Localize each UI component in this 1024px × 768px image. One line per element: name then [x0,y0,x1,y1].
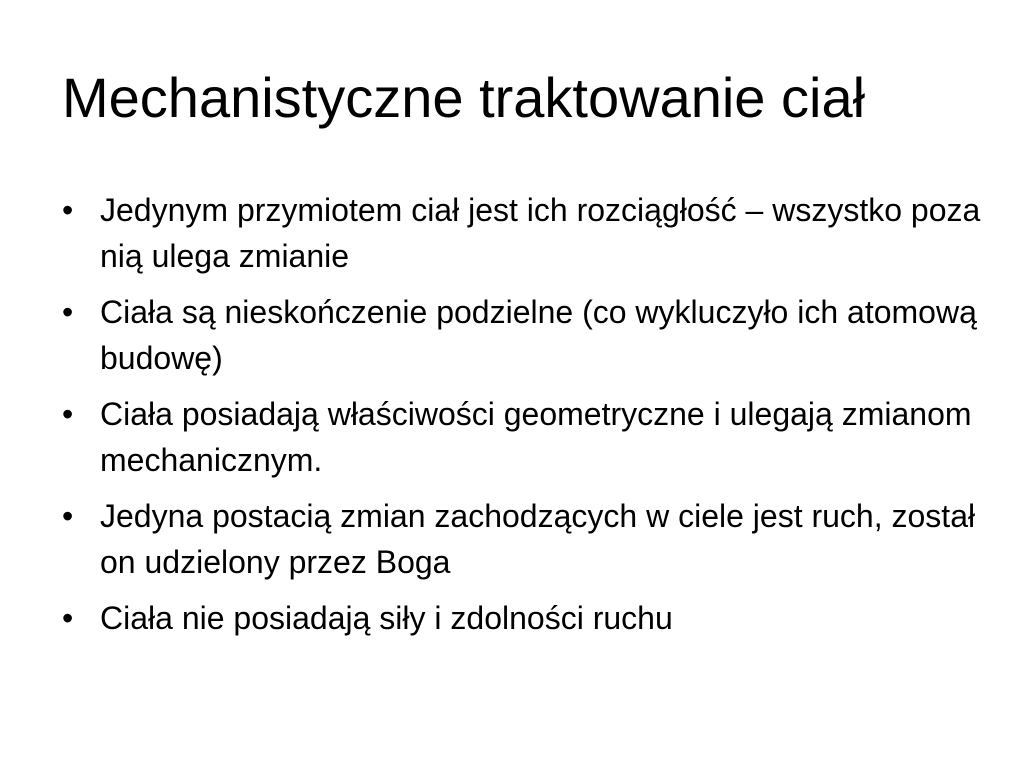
bullet-text: Ciała nie posiadają siły i zdolności ruchu [100,600,673,636]
bullet-item [62,595,982,641]
bullet-dot-icon: • [62,498,74,534]
bullet-item [62,289,982,381]
bullet-text: Jedyna postacią zmian zachodzących w ciele jest ruch, został on udzielony przez Boga [100,498,976,580]
bullet-dot-icon: • [62,294,74,330]
bullet-dot-icon: • [62,396,74,432]
bullet-text: Ciała są nieskończenie podzielne (co wykluczyło ich atomową budowę) [100,294,977,376]
bullet-text: Ciała posiadają właściwości geometryczne i ulegają zmianom mechanicznym. [100,396,972,478]
bullet-item [62,493,982,585]
bullet-item [62,187,982,279]
bullet-item [62,391,982,483]
bullet-dot-icon: • [62,192,74,228]
slide-title: Mechanistyczne traktowanie ciał [62,66,866,129]
bullet-text: Jedynym przymiotem ciał jest ich rozciągłość – wszystko poza nią ulega zmianie [100,192,981,274]
bullet-list [62,187,982,651]
bullet-dot-icon: • [62,600,74,636]
